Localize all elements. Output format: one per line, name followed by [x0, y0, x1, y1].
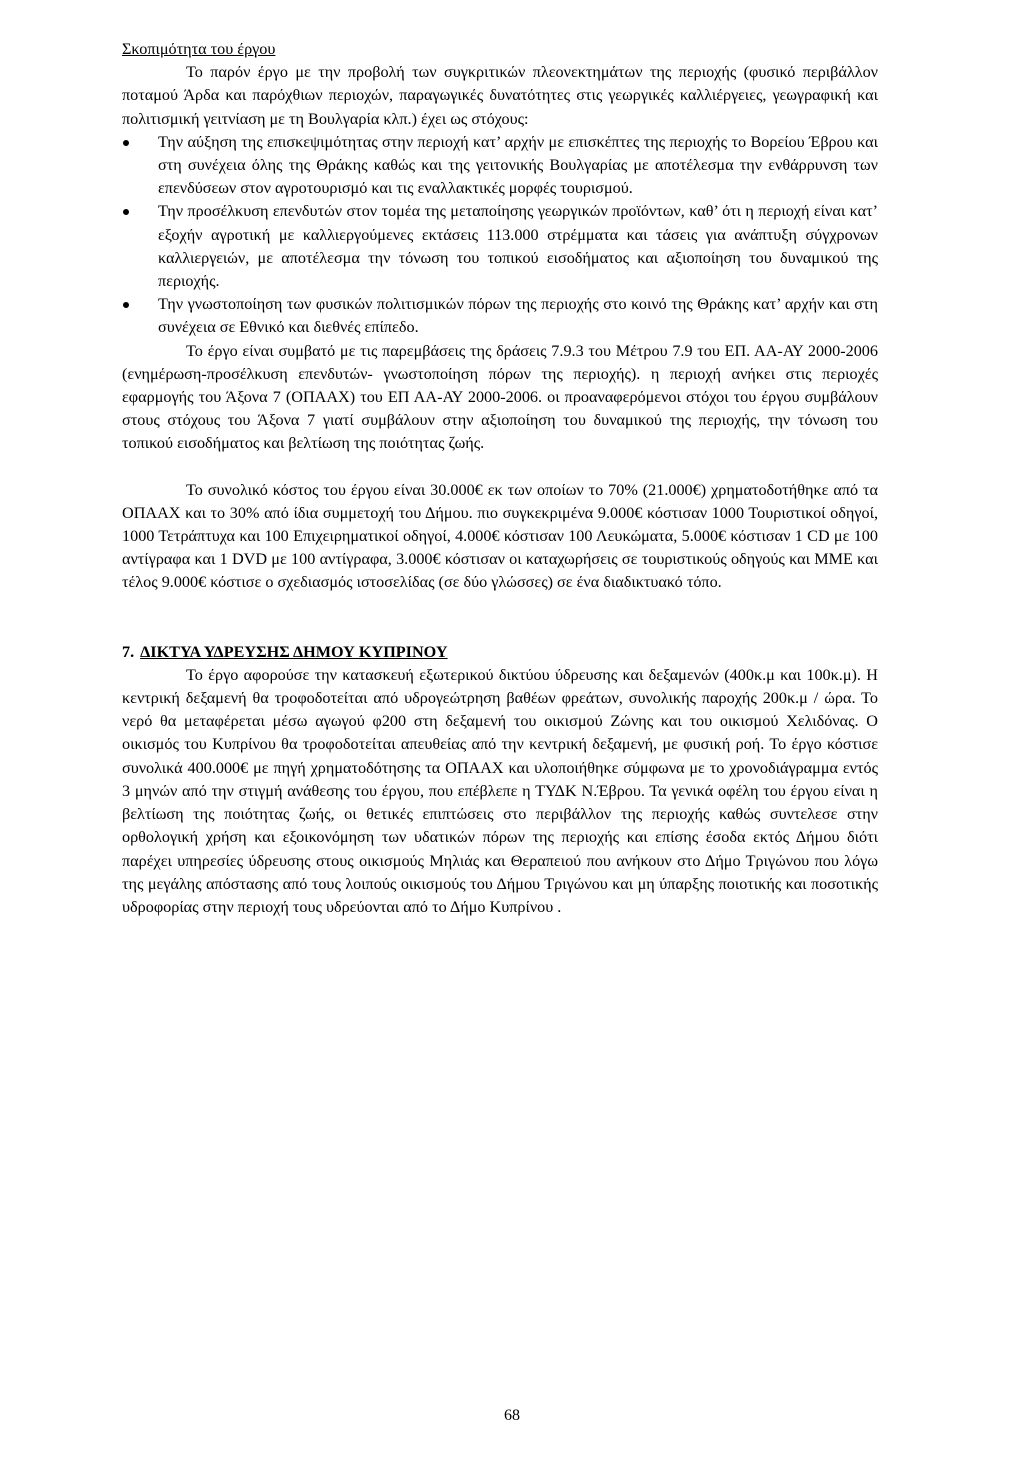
objective-text: Την προσέλκυση επενδυτών στον τομέα της μεταποίησης γεωργικών προϊόντων, καθ’ ότι η περιοχή είναι κατ’ εξοχήν αγροτική με καλλιεργούμενες εκτάσεις 113.000 στρέμματα και τάσεις για ανάπτυξη σύγχρονων καλλιεργειών, με αποτέλεσμα την τόνωση του τοπικού εισοδήματος και αξιοποίηση του δυναμικού της περιοχής.	[158, 202, 878, 291]
objectives-list	[122, 131, 878, 340]
objective-item	[122, 131, 878, 201]
bullet-dot-icon	[123, 140, 129, 146]
purpose-intro-paragraph: Το παρόν έργο με την προβολή των συγκριτικών πλεονεκτημάτων της περιοχής (φυσικό περιβάλλον ποταμού Άρδα και παρόχθιων περιοχών, παραγωγικές δυνατότητες στις γεωργικές καλλιέργειες, γεωγραφική και πολιτισμική γειτνίαση με τη Βουλγαρία κλπ.) έχει ως στόχους:	[122, 63, 878, 128]
objective-text: Την γνωστοποίηση των φυσικών πολιτισμικών πόρων της περιοχής στο κοινό της Θράκης κατ’ αρχήν και στη συνέχεια σε Εθνικό και διεθνές επίπεδο.	[158, 295, 878, 337]
purpose-heading: Σκοπιμότητα του έργου	[122, 40, 276, 58]
section-7-title-text: ΔΙΚΤΥΑ ΥΔΡΕΥΣΗΣ ΔΗΜΟΥ ΚΥΠΡΙΝΟΥ	[140, 642, 448, 661]
section-7-body: Το έργο αφορούσε την κατασκευή εξωτερικού δικτύου ύδρευσης και δεξαμενών (400κ.μ και 100κ.μ). Η κεντρική δεξαμενή θα τροφοδοτείται από υδρογεώτρηση βαθέων φρεάτων, συνολικής παροχής 200κ.μ / ώρα. Το νερό θα μεταφέρεται μέσω αγωγού φ200 στη δεξαμενή του οικισμού Ζώνης και του οικισμού Χελιδόνας. Ο οικισμός του Κυπρίνου θα τροφοδοτείται απευθείας από την κεντρική δεξαμενή, με φυσική ροή. Το έργο κόστισε συνολικά 400.000€ με πηγή χρηματοδότησης τα ΟΠΑΑΧ και υλοποιήθηκε σύμφωνα με το χρονοδιάγραμμα εντός 3 μηνών από την στιγμή ανάθεσης του έργου, που επέβλεπε η ΤΥΔΚ Ν.Έβρου. Τα γενικά οφέλη του έργου είναι η βελτίωση της ποιότητας ζωής, οι θετικές επιπτώσεις στο περιβάλλον της περιοχής καθώς συντελεσε στην ορθολογική χρήση και εξοικονόμηση των υδατικών πόρων της περιοχής και επίσης έσοδα εκτός Δήμου διότι παρέχει υπηρεσίες ύδρευσης στους οικισμούς Μηλιάς και Θεραπειού που ανήκουν στο Δήμο Τριγώνου που λόγω της μεγάλης απόστασης από τους λοιπούς οικισμούς του Δήμου Τριγώνου και μη ύπαρξης ποιοτικής και ποσοτικής υδροφορίας στην περιοχή τους υδρεύονται από το Δήμο Κυπρίνου .	[122, 665, 878, 916]
bullet-dot-icon	[123, 302, 129, 308]
bullet-dot-icon	[123, 209, 129, 215]
objective-item	[122, 200, 878, 293]
section-spacer	[122, 595, 878, 641]
paragraph-spacer	[122, 456, 878, 479]
cost-paragraph: Το συνολικό κόστος του έργου είναι 30.000€ εκ των οποίων το 70% (21.000€) χρηματοδοτήθηκε από τα ΟΠΑΑΧ και το 30% από ίδια συμμετοχή του Δήμου. πιο συγκεκριμένα 9.000€ κόστισαν 1000 Τουριστικοί οδηγοί, 1000 Τετράπτυχα και 100 Επιχειρηματικοί οδηγοί, 4.000€ κόστισαν 100 Λευκώματα, 5.000€ κόστισαν 1 CD με 100 αντίγραφα και 1 DVD με 100 αντίγραφα, 3.000€ κόστισαν οι καταχωρήσεις σε τουριστικούς οδηγούς και ΜΜΕ και τέλος 9.000€ κόστισε ο σχεδιασμός ιστοσελίδας (σε δύο γλώσσες) σε ένα διαδικτυακό τόπο.	[122, 480, 878, 592]
document-page	[122, 38, 878, 919]
compatibility-paragraph: Το έργο είναι συμβατό με τις παρεμβάσεις της δράσεις 7.9.3 του Μέτρου 7.9 του ΕΠ. ΑΑ-ΑΥ 2000-2006 (ενημέρωση-προσέλκυση επενδυτών- γνωστοποίηση πόρων της περιοχής). η περιοχή ανήκει στις περιοχές εφαρμογής του Άξονα 7 (ΟΠΑΑΧ) του ΕΠ ΑΑ-ΑΥ 2000-2006. οι προαναφερόμενοι στόχοι του έργου συμβάλουν στους στόχους του Άξονα 7 γιατί συμβάλουν στην αξιοποίηση του δυναμικού της περιοχής, την τόνωση του τοπικού εισοδήματος και βελτίωση της ποιότητας ζωής.	[122, 341, 878, 453]
section-7-title	[122, 641, 878, 664]
objective-text: Την αύξηση της επισκεψιμότητας στην περιοχή κατ’ αρχήν με επισκέπτες της περιοχής το Βορείου Έβρου και στη συνέχεια όλης της Θράκης καθώς και της γειτονικής Βουλγαρίας με αποτέλεσμα την ενθάρρυνση των επενδύσεων στον αγροτουρισμό και τις εναλλακτικές μορφές τουρισμού.	[158, 132, 878, 198]
section-7-number: 7.	[122, 642, 135, 661]
objective-item	[122, 293, 878, 339]
page-number: 68	[504, 1407, 520, 1424]
